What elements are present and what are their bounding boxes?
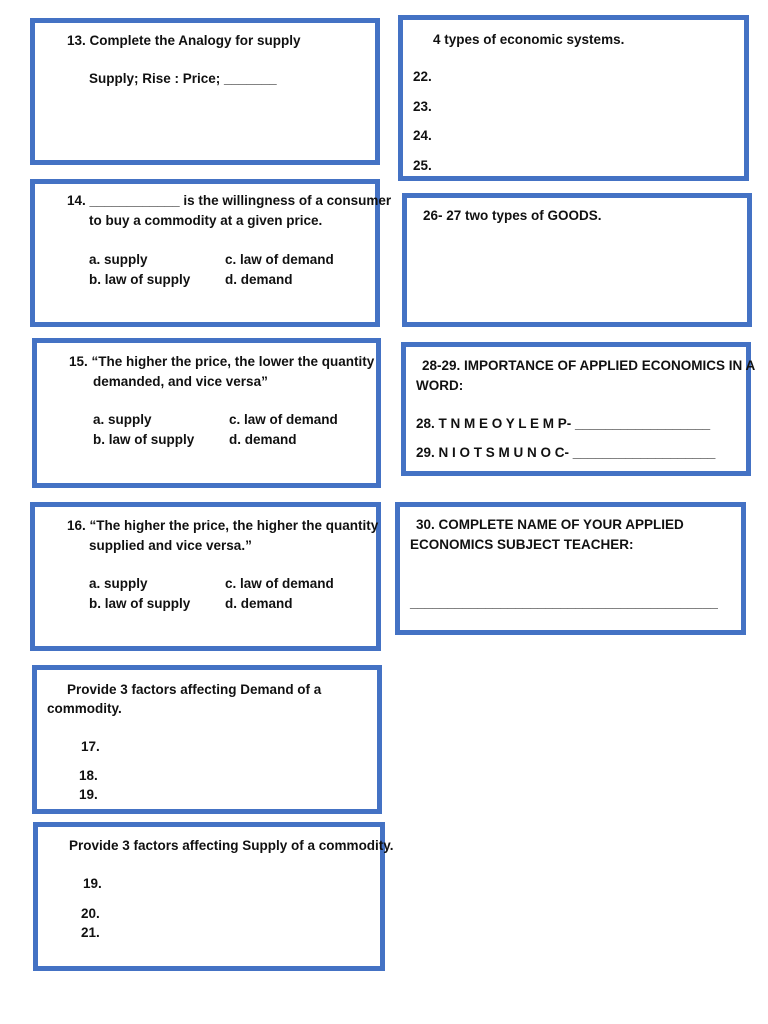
q16-option-b: b. law of supply [89, 596, 191, 611]
q14-option-c: c. law of demand [225, 252, 334, 267]
q15-question-line2: demanded, and vice versa” [93, 374, 268, 389]
q14-option-a: a. supply [89, 252, 148, 267]
q14-option-b: b. law of supply [89, 272, 191, 287]
q15-question-line1: 15. “The higher the price, the lower the quantity [69, 354, 375, 369]
q15-card [32, 338, 381, 488]
teacher-question-line2: ECONOMICS SUBJECT TEACHER: [410, 537, 634, 552]
q16-option-d: d. demand [225, 596, 293, 611]
importance-card [401, 342, 756, 476]
economic-systems-title: 4 types of economic systems. [433, 32, 625, 47]
q15-option-c: c. law of demand [229, 412, 338, 427]
answer-number: 23. [413, 99, 432, 114]
q14-option-d: d. demand [225, 272, 293, 287]
answer-number: 17. [81, 739, 100, 754]
answer-number: 19. [79, 787, 98, 802]
answer-number: 21. [81, 925, 100, 940]
importance-title-line1: 28-29. IMPORTANCE OF APPLIED ECONOMICS IN A [422, 358, 756, 373]
goods-title: 26- 27 two types of GOODS. [423, 208, 602, 223]
q28-scrambled-word: 28. T N M E O Y L E M P- __________________ [416, 416, 711, 431]
q15-option-a: a. supply [93, 412, 152, 427]
teacher-name-card [395, 502, 746, 635]
demand-factors-card [32, 665, 382, 814]
economic-systems-card [398, 15, 749, 181]
q13-analogy: Supply; Rise : Price; _______ [89, 71, 277, 86]
teacher-question-line1: 30. COMPLETE NAME OF YOUR APPLIED [416, 517, 684, 532]
answer-number: 20. [81, 906, 100, 921]
q15-option-d: d. demand [229, 432, 297, 447]
q16-question-line1: 16. “The higher the price, the higher the quantity [67, 518, 379, 533]
q14-question-line1: 14. ____________ is the willingness of a consumer [67, 193, 392, 208]
q16-option-c: c. law of demand [225, 576, 334, 591]
q14-card [30, 179, 392, 327]
answer-number: 25. [413, 158, 432, 173]
q13-title: 13. Complete the Analogy for supply [67, 33, 301, 48]
answer-number: 19. [83, 876, 102, 891]
demand-factors-title-line2: commodity. [47, 701, 122, 716]
goods-card [402, 193, 752, 327]
importance-title-line2: WORD: [416, 378, 464, 393]
q16-card [30, 502, 381, 651]
answer-number: 18. [79, 768, 98, 783]
demand-factors-title-line1: Provide 3 factors affecting Demand of a [67, 682, 322, 697]
q13-card [30, 18, 380, 165]
q15-option-b: b. law of supply [93, 432, 195, 447]
q16-option-a: a. supply [89, 576, 148, 591]
teacher-name-blank: _________________________________________ [410, 595, 718, 610]
answer-number: 24. [413, 128, 432, 143]
supply-factors-card [33, 822, 394, 971]
supply-factors-title: Provide 3 factors affecting Supply of a commodity. [69, 838, 394, 853]
q14-question-line2: to buy a commodity at a given price. [89, 213, 323, 228]
q29-scrambled-word: 29. N I O T S M U N O C- ___________________ [416, 445, 716, 460]
q16-question-line2: supplied and vice versa.” [89, 538, 252, 553]
answer-number: 22. [413, 69, 432, 84]
